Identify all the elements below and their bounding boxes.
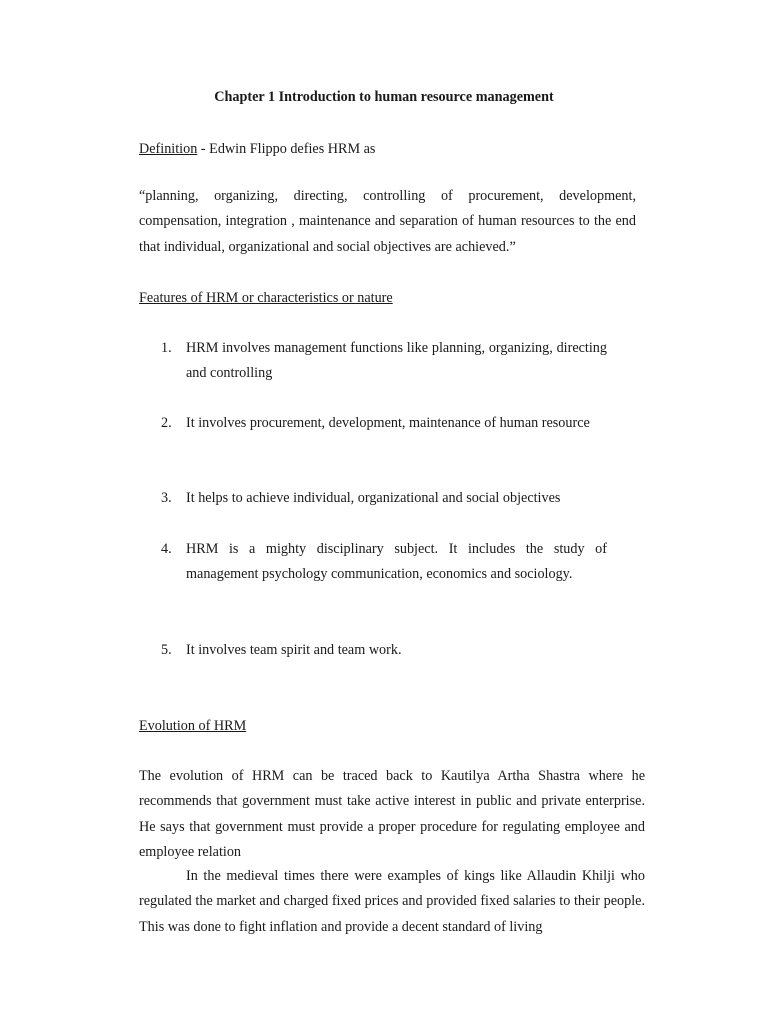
definition-label: Definition (139, 141, 198, 157)
list-item-text: It involves procurement, development, maintenance of human resource (186, 415, 590, 431)
list-item-number: 3. (161, 490, 172, 506)
medieval-paragraph: In the medieval times there were examples of kings like Allaudin Khilji who regulated the market and charged fixed prices and provided fixed salaries to their people. This was done to fight inflation and provide a decent standard of living (139, 868, 645, 935)
list-item-text: It helps to achieve individual, organizational and social objectives (186, 490, 561, 506)
features-heading: Features of HRM or characteristics or nature (139, 290, 393, 306)
definition-text: - Edwin Flippo defies HRM as (197, 141, 376, 157)
list-item-number: 1. (161, 340, 172, 356)
definition-quote: “planning, organizing, directing, controlling of procurement, development, compensation, integration , maintenance and separation of human resources to the end that individual, organizational and social objectives are achieved.” (139, 188, 636, 255)
list-item-text: It involves team spirit and team work. (186, 642, 402, 658)
list-item-text: HRM involves management functions like planning, organizing, directing and controlling (186, 340, 607, 382)
evolution-paragraph: The evolution of HRM can be traced back to Kautilya Artha Shastra where he recommends that government must take active interest in public and private enterprise. He says that government must provide a proper procedure for regulating employee and employee relation (139, 768, 645, 861)
definition-line (139, 137, 607, 162)
list-item-number: 5. (161, 642, 172, 658)
evolution-heading: Evolution of HRM (139, 718, 247, 734)
list-item-number: 4. (161, 541, 172, 557)
chapter-title: Chapter 1 Introduction to human resource management (214, 89, 554, 105)
list-item-number: 2. (161, 415, 172, 431)
list-item-text: HRM is a mighty disciplinary subject. It includes the study of management psychology communication, economics and sociology. (186, 541, 607, 583)
